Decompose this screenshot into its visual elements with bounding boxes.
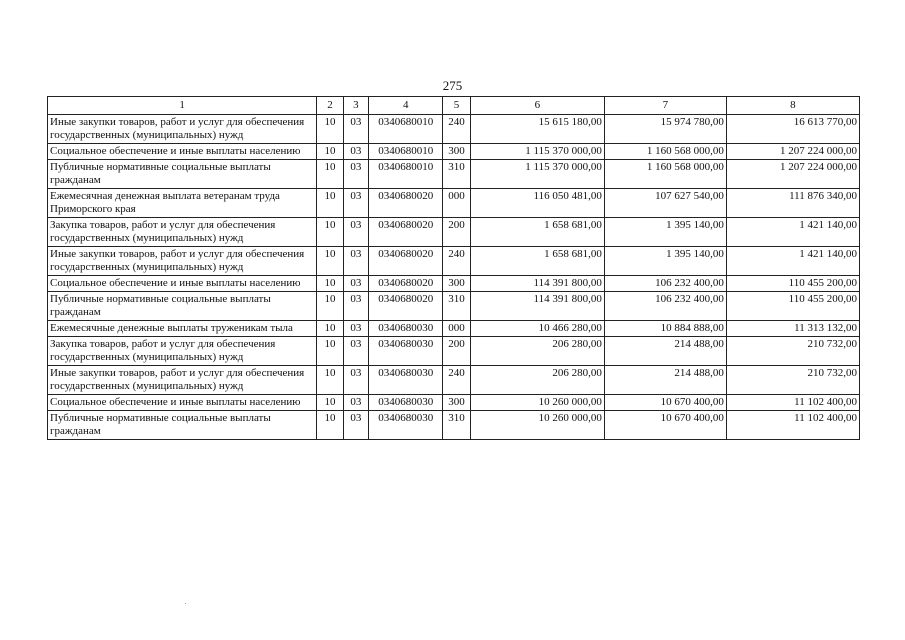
target-item-code-cell: 0340680030 [369, 411, 443, 440]
scan-dot [185, 603, 186, 604]
table-row [48, 276, 860, 292]
amount-col-6-cell: 114 391 800,00 [470, 276, 604, 292]
section-code-cell: 10 [317, 160, 343, 189]
section-code-cell: 10 [317, 411, 343, 440]
table-row [48, 337, 860, 366]
amount-col-6-cell: 15 615 180,00 [470, 115, 604, 144]
target-item-code-cell: 0340680030 [369, 366, 443, 395]
target-item-code-cell: 0340680020 [369, 218, 443, 247]
target-item-code-cell: 0340680010 [369, 160, 443, 189]
amount-col-8-cell: 110 455 200,00 [726, 276, 859, 292]
row-name-cell: Публичные нормативные социальные выплаты гражданам [48, 160, 317, 189]
header-col-4: 4 [369, 97, 443, 115]
amount-col-7-cell: 107 627 540,00 [604, 189, 726, 218]
amount-col-8-cell: 11 102 400,00 [726, 395, 859, 411]
expense-type-code-cell: 240 [443, 366, 470, 395]
expense-type-code-cell: 200 [443, 337, 470, 366]
row-name-cell: Публичные нормативные социальные выплаты гражданам [48, 292, 317, 321]
page-number: 275 [442, 78, 463, 93]
section-code-cell: 10 [317, 337, 343, 366]
target-item-code-cell: 0340680030 [369, 321, 443, 337]
section-code-cell: 10 [317, 218, 343, 247]
table-row [48, 292, 860, 321]
target-item-code-cell: 0340680010 [369, 115, 443, 144]
amount-col-6-cell: 1 115 370 000,00 [470, 144, 604, 160]
section-code-cell: 10 [317, 366, 343, 395]
row-name-cell: Социальное обеспечение и иные выплаты населению [48, 144, 317, 160]
amount-col-8-cell: 1 207 224 000,00 [726, 144, 859, 160]
amount-col-8-cell: 210 732,00 [726, 366, 859, 395]
amount-col-7-cell: 1 160 568 000,00 [604, 144, 726, 160]
subsection-code-cell: 03 [343, 189, 368, 218]
table-row [48, 115, 860, 144]
section-code-cell: 10 [317, 247, 343, 276]
amount-col-6-cell: 1 658 681,00 [470, 247, 604, 276]
amount-col-6-cell: 1 658 681,00 [470, 218, 604, 247]
row-name-cell: Социальное обеспечение и иные выплаты населению [48, 276, 317, 292]
subsection-code-cell: 03 [343, 411, 368, 440]
amount-col-6-cell: 116 050 481,00 [470, 189, 604, 218]
target-item-code-cell: 0340680030 [369, 395, 443, 411]
expense-type-code-cell: 300 [443, 276, 470, 292]
amount-col-6-cell: 206 280,00 [470, 366, 604, 395]
amount-col-7-cell: 10 670 400,00 [604, 395, 726, 411]
target-item-code-cell: 0340680010 [369, 144, 443, 160]
header-col-2: 2 [317, 97, 343, 115]
amount-col-6-cell: 1 115 370 000,00 [470, 160, 604, 189]
section-code-cell: 10 [317, 189, 343, 218]
header-col-1: 1 [48, 97, 317, 115]
table-row [48, 366, 860, 395]
section-code-cell: 10 [317, 144, 343, 160]
amount-col-6-cell: 10 260 000,00 [470, 395, 604, 411]
header-col-5: 5 [443, 97, 470, 115]
amount-col-6-cell: 10 260 000,00 [470, 411, 604, 440]
target-item-code-cell: 0340680020 [369, 276, 443, 292]
expense-type-code-cell: 310 [443, 160, 470, 189]
subsection-code-cell: 03 [343, 337, 368, 366]
table-row [48, 160, 860, 189]
amount-col-7-cell: 106 232 400,00 [604, 276, 726, 292]
target-item-code-cell: 0340680030 [369, 337, 443, 366]
header-col-7: 7 [604, 97, 726, 115]
amount-col-7-cell: 106 232 400,00 [604, 292, 726, 321]
expense-type-code-cell: 300 [443, 144, 470, 160]
table-row [48, 189, 860, 218]
amount-col-8-cell: 1 421 140,00 [726, 247, 859, 276]
amount-col-8-cell: 16 613 770,00 [726, 115, 859, 144]
amount-col-6-cell: 206 280,00 [470, 337, 604, 366]
amount-col-7-cell: 1 395 140,00 [604, 247, 726, 276]
budget-table [47, 96, 860, 440]
header-row [48, 97, 860, 115]
subsection-code-cell: 03 [343, 395, 368, 411]
amount-col-6-cell: 114 391 800,00 [470, 292, 604, 321]
expense-type-code-cell: 200 [443, 218, 470, 247]
expense-type-code-cell: 240 [443, 115, 470, 144]
header-col-6: 6 [470, 97, 604, 115]
amount-col-8-cell: 110 455 200,00 [726, 292, 859, 321]
subsection-code-cell: 03 [343, 292, 368, 321]
subsection-code-cell: 03 [343, 276, 368, 292]
row-name-cell: Ежемесячная денежная выплата ветеранам труда Приморского края [48, 189, 317, 218]
subsection-code-cell: 03 [343, 247, 368, 276]
amount-col-7-cell: 1 160 568 000,00 [604, 160, 726, 189]
section-code-cell: 10 [317, 321, 343, 337]
row-name-cell: Закупка товаров, работ и услуг для обеспечения государственных (муниципальных) нужд [48, 337, 317, 366]
row-name-cell: Иные закупки товаров, работ и услуг для обеспечения государственных (муниципальных) нужд [48, 247, 317, 276]
table-row [48, 247, 860, 276]
section-code-cell: 10 [317, 395, 343, 411]
amount-col-7-cell: 10 884 888,00 [604, 321, 726, 337]
expense-type-code-cell: 300 [443, 395, 470, 411]
table-row [48, 218, 860, 247]
amount-col-7-cell: 10 670 400,00 [604, 411, 726, 440]
row-name-cell: Иные закупки товаров, работ и услуг для обеспечения государственных (муниципальных) нужд [48, 115, 317, 144]
section-code-cell: 10 [317, 276, 343, 292]
expense-type-code-cell: 310 [443, 292, 470, 321]
expense-type-code-cell: 000 [443, 321, 470, 337]
amount-col-7-cell: 214 488,00 [604, 337, 726, 366]
subsection-code-cell: 03 [343, 321, 368, 337]
amount-col-8-cell: 1 207 224 000,00 [726, 160, 859, 189]
table-row [48, 395, 860, 411]
subsection-code-cell: 03 [343, 218, 368, 247]
amount-col-8-cell: 11 102 400,00 [726, 411, 859, 440]
row-name-cell: Закупка товаров, работ и услуг для обеспечения государственных (муниципальных) нужд [48, 218, 317, 247]
section-code-cell: 10 [317, 292, 343, 321]
target-item-code-cell: 0340680020 [369, 292, 443, 321]
target-item-code-cell: 0340680020 [369, 247, 443, 276]
row-name-cell: Социальное обеспечение и иные выплаты населению [48, 395, 317, 411]
section-code-cell: 10 [317, 115, 343, 144]
expense-type-code-cell: 310 [443, 411, 470, 440]
target-item-code-cell: 0340680020 [369, 189, 443, 218]
subsection-code-cell: 03 [343, 160, 368, 189]
amount-col-8-cell: 111 876 340,00 [726, 189, 859, 218]
amount-col-7-cell: 214 488,00 [604, 366, 726, 395]
table-row [48, 144, 860, 160]
row-name-cell: Иные закупки товаров, работ и услуг для обеспечения государственных (муниципальных) нужд [48, 366, 317, 395]
amount-col-6-cell: 10 466 280,00 [470, 321, 604, 337]
row-name-cell: Публичные нормативные социальные выплаты гражданам [48, 411, 317, 440]
subsection-code-cell: 03 [343, 366, 368, 395]
subsection-code-cell: 03 [343, 144, 368, 160]
expense-type-code-cell: 240 [443, 247, 470, 276]
expense-type-code-cell: 000 [443, 189, 470, 218]
row-name-cell: Ежемесячные денежные выплаты труженикам тыла [48, 321, 317, 337]
header-col-8: 8 [726, 97, 859, 115]
table-row [48, 321, 860, 337]
header-col-3: 3 [343, 97, 368, 115]
amount-col-7-cell: 15 974 780,00 [604, 115, 726, 144]
amount-col-8-cell: 210 732,00 [726, 337, 859, 366]
subsection-code-cell: 03 [343, 115, 368, 144]
amount-col-8-cell: 11 313 132,00 [726, 321, 859, 337]
amount-col-7-cell: 1 395 140,00 [604, 218, 726, 247]
amount-col-8-cell: 1 421 140,00 [726, 218, 859, 247]
table-row [48, 411, 860, 440]
